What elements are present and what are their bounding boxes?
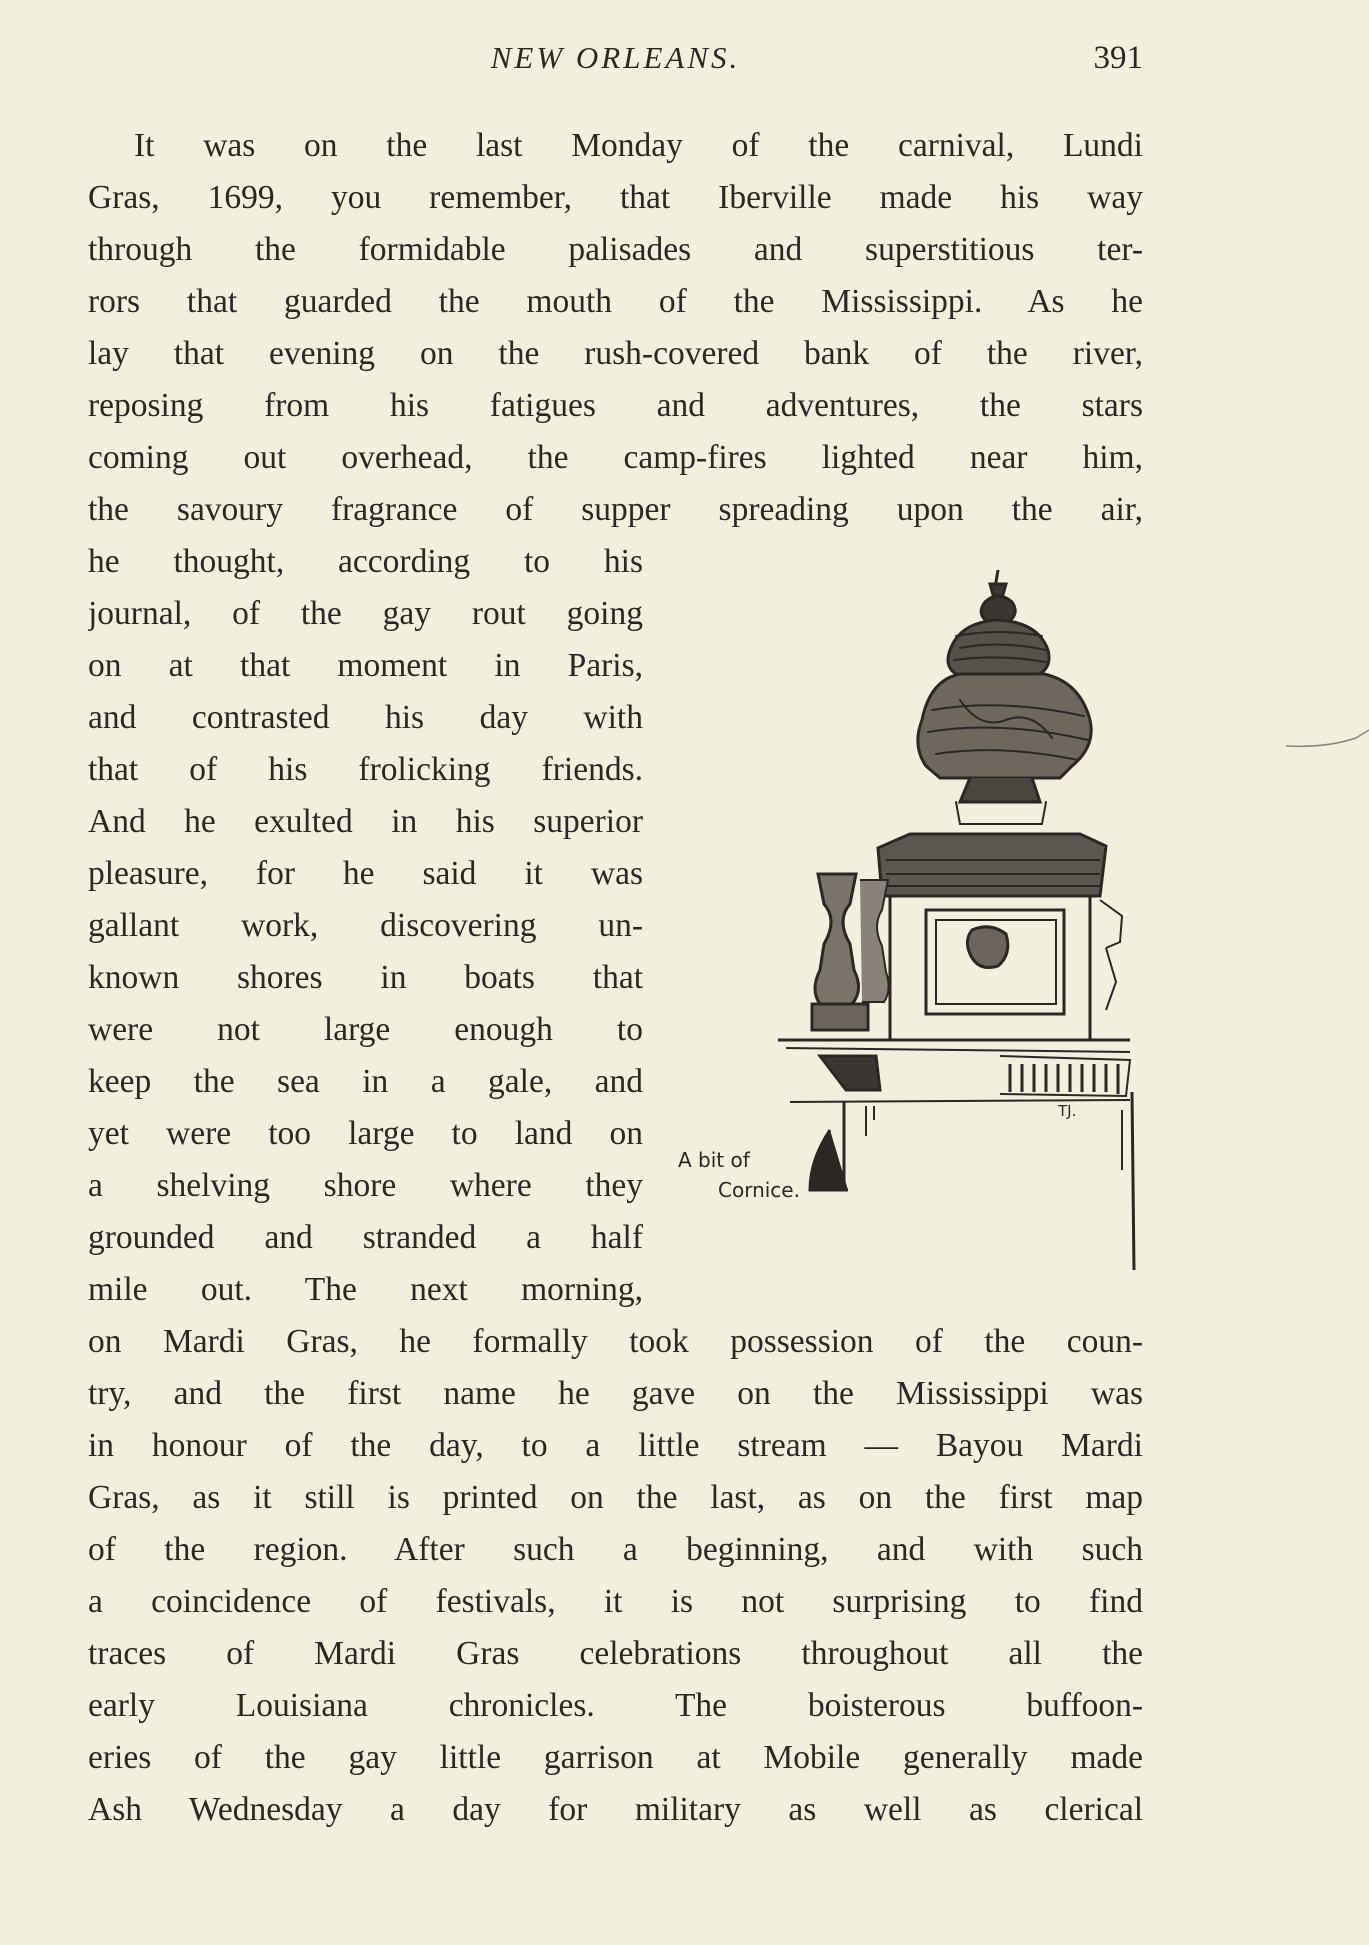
text-line: journal, of the gay rout going: [88, 595, 643, 632]
text-line: Gras, as it still is printed on the last, as on the first map: [88, 1479, 1143, 1516]
cornice-moulding: [778, 1040, 1134, 1270]
running-head: [88, 40, 1143, 84]
text-line: It was on the last Monday of the carnival, Lundi: [134, 127, 1143, 164]
text-line: a coincidence of festivals, it is not surprising to find: [88, 1583, 1143, 1620]
page-number: 391: [1093, 40, 1143, 76]
artist-signature: TJ.: [1058, 1102, 1077, 1120]
text-line: were not large enough to: [88, 1011, 643, 1048]
figure-caption: [678, 1145, 800, 1205]
text-line: reposing from his fatigues and adventures, the stars: [88, 387, 1143, 424]
margin-pencil-mark: [1286, 724, 1369, 754]
text-line: lay that evening on the rush-covered bank of the river,: [88, 335, 1143, 372]
text-line: grounded and stranded a half: [88, 1219, 643, 1256]
urn-finial: [918, 570, 1091, 824]
text-line: traces of Mardi Gras celebrations throughout all the: [88, 1635, 1143, 1672]
text-line: known shores in boats that: [88, 959, 643, 996]
text-line: on at that moment in Paris,: [88, 647, 643, 684]
text-line: he thought, according to his: [88, 543, 643, 580]
caption-line: A bit of: [678, 1148, 750, 1172]
paragraph-bottom: [88, 1316, 1143, 1836]
text-line: the savoury fragrance of supper spreading upon the air,: [88, 491, 1143, 528]
text-line: of the region. After such a beginning, and with such: [88, 1531, 1143, 1568]
paragraph-top: [88, 120, 1143, 536]
text-line: coming out overhead, the camp-fires lighted near him,: [88, 439, 1143, 476]
text-line: yet were too large to land on: [88, 1115, 643, 1152]
text-line: try, and the first name he gave on the Mississippi was: [88, 1375, 1143, 1412]
text-line: eries of the gay little garrison at Mobile generally made: [88, 1739, 1143, 1776]
text-line: Ash Wednesday a day for military as well as clerical: [88, 1791, 1143, 1828]
text-line: in honour of the day, to a little stream — Bayou Mardi: [88, 1427, 1143, 1464]
caption-line: Cornice.: [718, 1178, 800, 1202]
text-line: rors that guarded the mouth of the Mississippi. As he: [88, 283, 1143, 320]
text-line: early Louisiana chronicles. The boisterous buffoon-: [88, 1687, 1143, 1724]
text-line: and contrasted his day with: [88, 699, 643, 736]
text-line: Gras, 1699, you remember, that Iberville made his way: [88, 179, 1143, 216]
balusters: [812, 874, 889, 1030]
pedestal-block: [878, 834, 1122, 1040]
text-line: pleasure, for he said it was: [88, 855, 643, 892]
cornice-illustration: [660, 570, 1160, 1290]
text-line: keep the sea in a gale, and: [88, 1063, 643, 1100]
text-line: through the formidable palisades and superstitious ter-: [88, 231, 1143, 268]
paragraph-beside-figure: [88, 536, 643, 1316]
text-line: gallant work, discovering un-: [88, 907, 643, 944]
running-title: NEW ORLEANS.: [490, 40, 741, 75]
text-line: mile out. The next morning,: [88, 1271, 643, 1308]
text-line: that of his frolicking friends.: [88, 751, 643, 788]
text-line: And he exulted in his superior: [88, 803, 643, 840]
text-line: on Mardi Gras, he formally took possession of the coun-: [88, 1323, 1143, 1360]
text-line: a shelving shore where they: [88, 1167, 643, 1204]
